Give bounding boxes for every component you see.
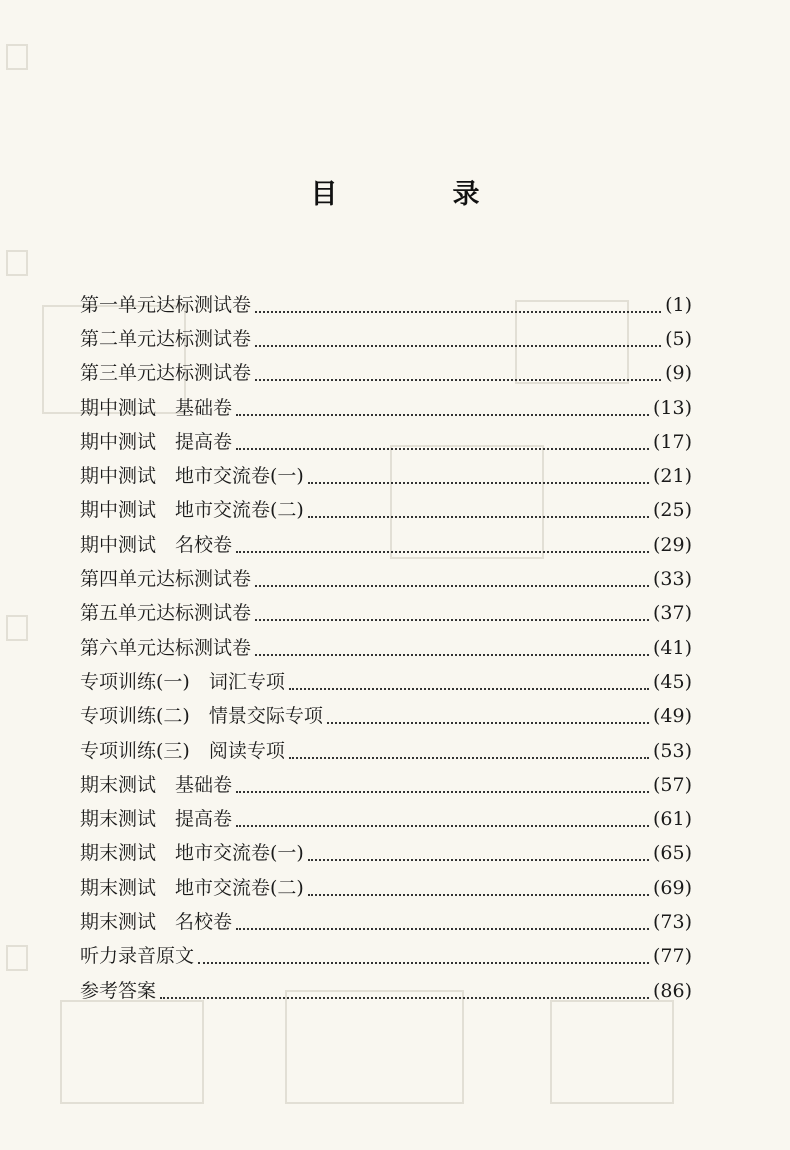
toc-entry-page-number: (57) — [652, 773, 692, 796]
dot-leader — [255, 344, 661, 347]
toc-entry-page-number: (33) — [652, 568, 692, 591]
toc-entry-page-number: (65) — [652, 842, 692, 865]
toc-entry-page-number: (25) — [652, 499, 692, 522]
dot-leader — [236, 790, 649, 793]
dot-leader — [308, 858, 649, 861]
toc-entry-page-number: (53) — [652, 739, 692, 762]
toc-entry[interactable] — [80, 700, 692, 734]
dot-leader — [236, 447, 649, 450]
toc-entry[interactable] — [80, 768, 692, 802]
toc-entry[interactable] — [80, 322, 692, 356]
dot-leader — [308, 481, 649, 484]
toc-entry-label: 参考答案 — [80, 979, 157, 1002]
toc-entry-label: 期末测试 地市交流卷(二) — [80, 876, 304, 899]
toc-entry-label: 第五单元达标测试卷 — [80, 602, 252, 625]
toc-entry[interactable] — [80, 665, 692, 699]
toc-entry-page-number: (61) — [652, 808, 692, 831]
toc-entry-label: 期中测试 名校卷 — [80, 533, 233, 556]
toc-entry[interactable] — [80, 631, 692, 665]
toc-entry-page-number: (77) — [652, 945, 692, 968]
toc-entry-page-number: (86) — [652, 979, 692, 1002]
toc-entry[interactable] — [80, 871, 692, 905]
toc-entry-page-number: (29) — [652, 533, 692, 556]
toc-entry-label: 第六单元达标测试卷 — [80, 636, 252, 659]
toc-entry-label: 期末测试 地市交流卷(一) — [80, 842, 304, 865]
dot-leader — [289, 756, 649, 759]
toc-entry-label: 第一单元达标测试卷 — [80, 293, 252, 316]
toc-entry-page-number: (41) — [652, 636, 692, 659]
toc-entry[interactable] — [80, 528, 692, 562]
toc-entry-label: 第二单元达标测试卷 — [80, 327, 252, 350]
toc-entry[interactable] — [80, 357, 692, 391]
toc-entry[interactable] — [80, 288, 692, 322]
toc-entry[interactable] — [80, 905, 692, 939]
dot-leader — [327, 721, 649, 724]
toc-entry-label: 期中测试 地市交流卷(二) — [80, 499, 304, 522]
toc-entry-page-number: (49) — [652, 705, 692, 728]
toc-entry[interactable] — [80, 391, 692, 425]
toc-entry[interactable] — [80, 940, 692, 974]
toc-entry[interactable] — [80, 562, 692, 596]
toc-entry[interactable] — [80, 597, 692, 631]
toc-entry[interactable] — [80, 837, 692, 871]
toc-entry-page-number: (5) — [665, 327, 692, 350]
toc-entry-label: 期末测试 名校卷 — [80, 910, 233, 933]
toc-entry-label: 第三单元达标测试卷 — [80, 362, 252, 385]
toc-title: 目 录 — [310, 179, 524, 210]
dot-leader — [255, 653, 649, 656]
dot-leader — [255, 378, 661, 381]
toc-entry[interactable] — [80, 425, 692, 459]
toc-entry-label: 期末测试 基础卷 — [80, 773, 233, 796]
dot-leader — [236, 413, 649, 416]
toc-entry-page-number: (9) — [665, 362, 692, 385]
toc-entry-label: 专项训练(三) 阅读专项 — [80, 739, 285, 762]
toc-entry[interactable] — [80, 734, 692, 768]
dot-leader — [255, 310, 661, 313]
toc-entry-label: 听力录音原文 — [80, 945, 195, 968]
toc-entry-page-number: (37) — [652, 602, 692, 625]
toc-entry-page-number: (69) — [652, 876, 692, 899]
toc-entry[interactable] — [80, 459, 692, 493]
toc-entry-page-number: (21) — [652, 465, 692, 488]
toc-entry[interactable] — [80, 494, 692, 528]
toc-entry[interactable] — [80, 974, 692, 1008]
dot-leader — [198, 961, 649, 964]
dot-leader — [236, 824, 649, 827]
toc-entry-label: 期中测试 基础卷 — [80, 396, 233, 419]
dot-leader — [308, 515, 649, 518]
toc-entry-page-number: (1) — [665, 293, 692, 316]
dot-leader — [255, 584, 649, 587]
toc-entry-label: 期中测试 提高卷 — [80, 430, 233, 453]
toc-entry-label: 专项训练(二) 情景交际专项 — [80, 705, 323, 728]
toc-entry-page-number: (13) — [652, 396, 692, 419]
toc-entry-label: 第四单元达标测试卷 — [80, 568, 252, 591]
toc-entry-page-number: (45) — [652, 670, 692, 693]
dot-leader — [236, 550, 649, 553]
dot-leader — [308, 893, 649, 896]
toc-entry-label: 期末测试 提高卷 — [80, 808, 233, 831]
toc-entry-label: 专项训练(一) 词汇专项 — [80, 670, 285, 693]
toc-entry-page-number: (17) — [652, 430, 692, 453]
dot-leader — [255, 618, 649, 621]
dot-leader — [236, 927, 649, 930]
toc-entry-label: 期中测试 地市交流卷(一) — [80, 465, 304, 488]
toc-entry-page-number: (73) — [652, 910, 692, 933]
dot-leader — [289, 687, 649, 690]
dot-leader — [160, 996, 649, 999]
toc-entry[interactable] — [80, 802, 692, 836]
table-of-contents — [80, 288, 692, 1008]
